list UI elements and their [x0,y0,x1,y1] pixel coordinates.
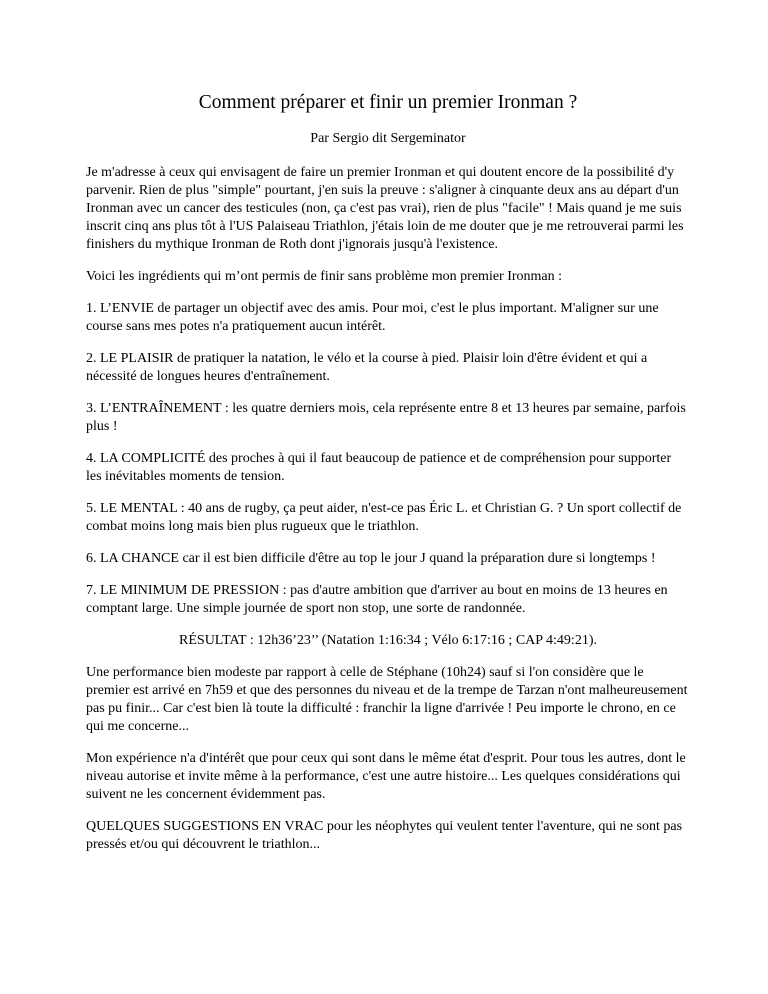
ingredient-item: 1. L’ENVIE de partager un objectif avec des amis. Pour moi, c'est le plus important. M'aligner sur une course sans mes potes n'a pratiquement aucun intérêt. [86,301,659,334]
suggestions-paragraph: QUELQUES SUGGESTIONS EN VRAC pour les néophytes qui veulent tenter l'aventure, qui ne sont pas pressés et/ou qui découvrent le triathlon... [86,819,683,852]
author-byline: Par Sergio dit Sergeminator [310,131,466,146]
result-line: RÉSULTAT : 12h36’23’’ (Natation 1:16:34 ; Vélo 6:17:16 ; CAP 4:49:21). [179,633,597,648]
ingredients-intro: Voici les ingrédients qui m’ont permis de finir sans problème mon premier Ironman : [86,269,563,284]
experience-paragraph: Mon expérience n'a d'intérêt que pour ceux qui sont dans le même état d'esprit. Pour tous les autres, dont le niveau autorise et invite même à la performance, c'est une autre histoire... Les quelques considérations qui suivent ne les concernent évidemment pas. [86,751,686,802]
ingredient-item: 4. LA COMPLICITÉ des proches à qui il faut beaucoup de patience et de compréhension pour supporter les inévitables moments de tension. [86,451,672,484]
ingredient-item: 6. LA CHANCE car il est bien difficile d'être au top le jour J quand la préparation dure si longtemps ! [86,551,656,566]
ingredient-item: 7. LE MINIMUM DE PRESSION : pas d'autre ambition que d'arriver au bout en moins de 13 heures en comptant large. Une simple journée de sport non stop, une sorte de randonnée. [86,583,668,616]
ingredient-item: 2. LE PLAISIR de pratiquer la natation, le vélo et la course à pied. Plaisir loin d'être évident et qui a nécessité de longues heures d'entraînement. [86,351,648,384]
page-title: Comment préparer et finir un premier Ironman ? [198,92,578,113]
document-page [86,90,690,868]
intro-paragraph: Je m'adresse à ceux qui envisagent de faire un premier Ironman et qui doutent encore de la possibilité d'y parvenir. Rien de plus "simple" pourtant, j'en suis la preuve : s'aligner à cinquante deux ans au départ d'un Ironman avec un cancer des testicules (non, ça c'est pas vrai), rien de plus "facile" ! Mais quand je me suis inscrit cinq ans plus tôt à l'US Palaiseau Triathlon, j'étais loin de me douter que je me retrouverai parmi les finishers du mythique Ironman de Roth dont j'ignorais jusqu'à l'existence. [86,165,684,252]
ingredient-item: 5. LE MENTAL : 40 ans de rugby, ça peut aider, n'est-ce pas Éric L. et Christian G. ? Un sport collectif de combat moins long mais bien plus rugueux que le triathlon. [86,501,682,534]
ingredient-item: 3. L’ENTRAÎNEMENT : les quatre derniers mois, cela représente entre 8 et 13 heures par semaine, parfois plus ! [86,401,686,434]
performance-paragraph: Une performance bien modeste par rapport à celle de Stéphane (10h24) sauf si l'on considère que le premier est arrivé en 7h59 et que des personnes du niveau et de la trempe de Tarzan n'ont malheureusement pas pu finir... Car c'est bien là toute la difficulté : franchir la ligne d'arrivée ! Peu importe le chrono, en ce qui me concerne... [86,665,688,734]
